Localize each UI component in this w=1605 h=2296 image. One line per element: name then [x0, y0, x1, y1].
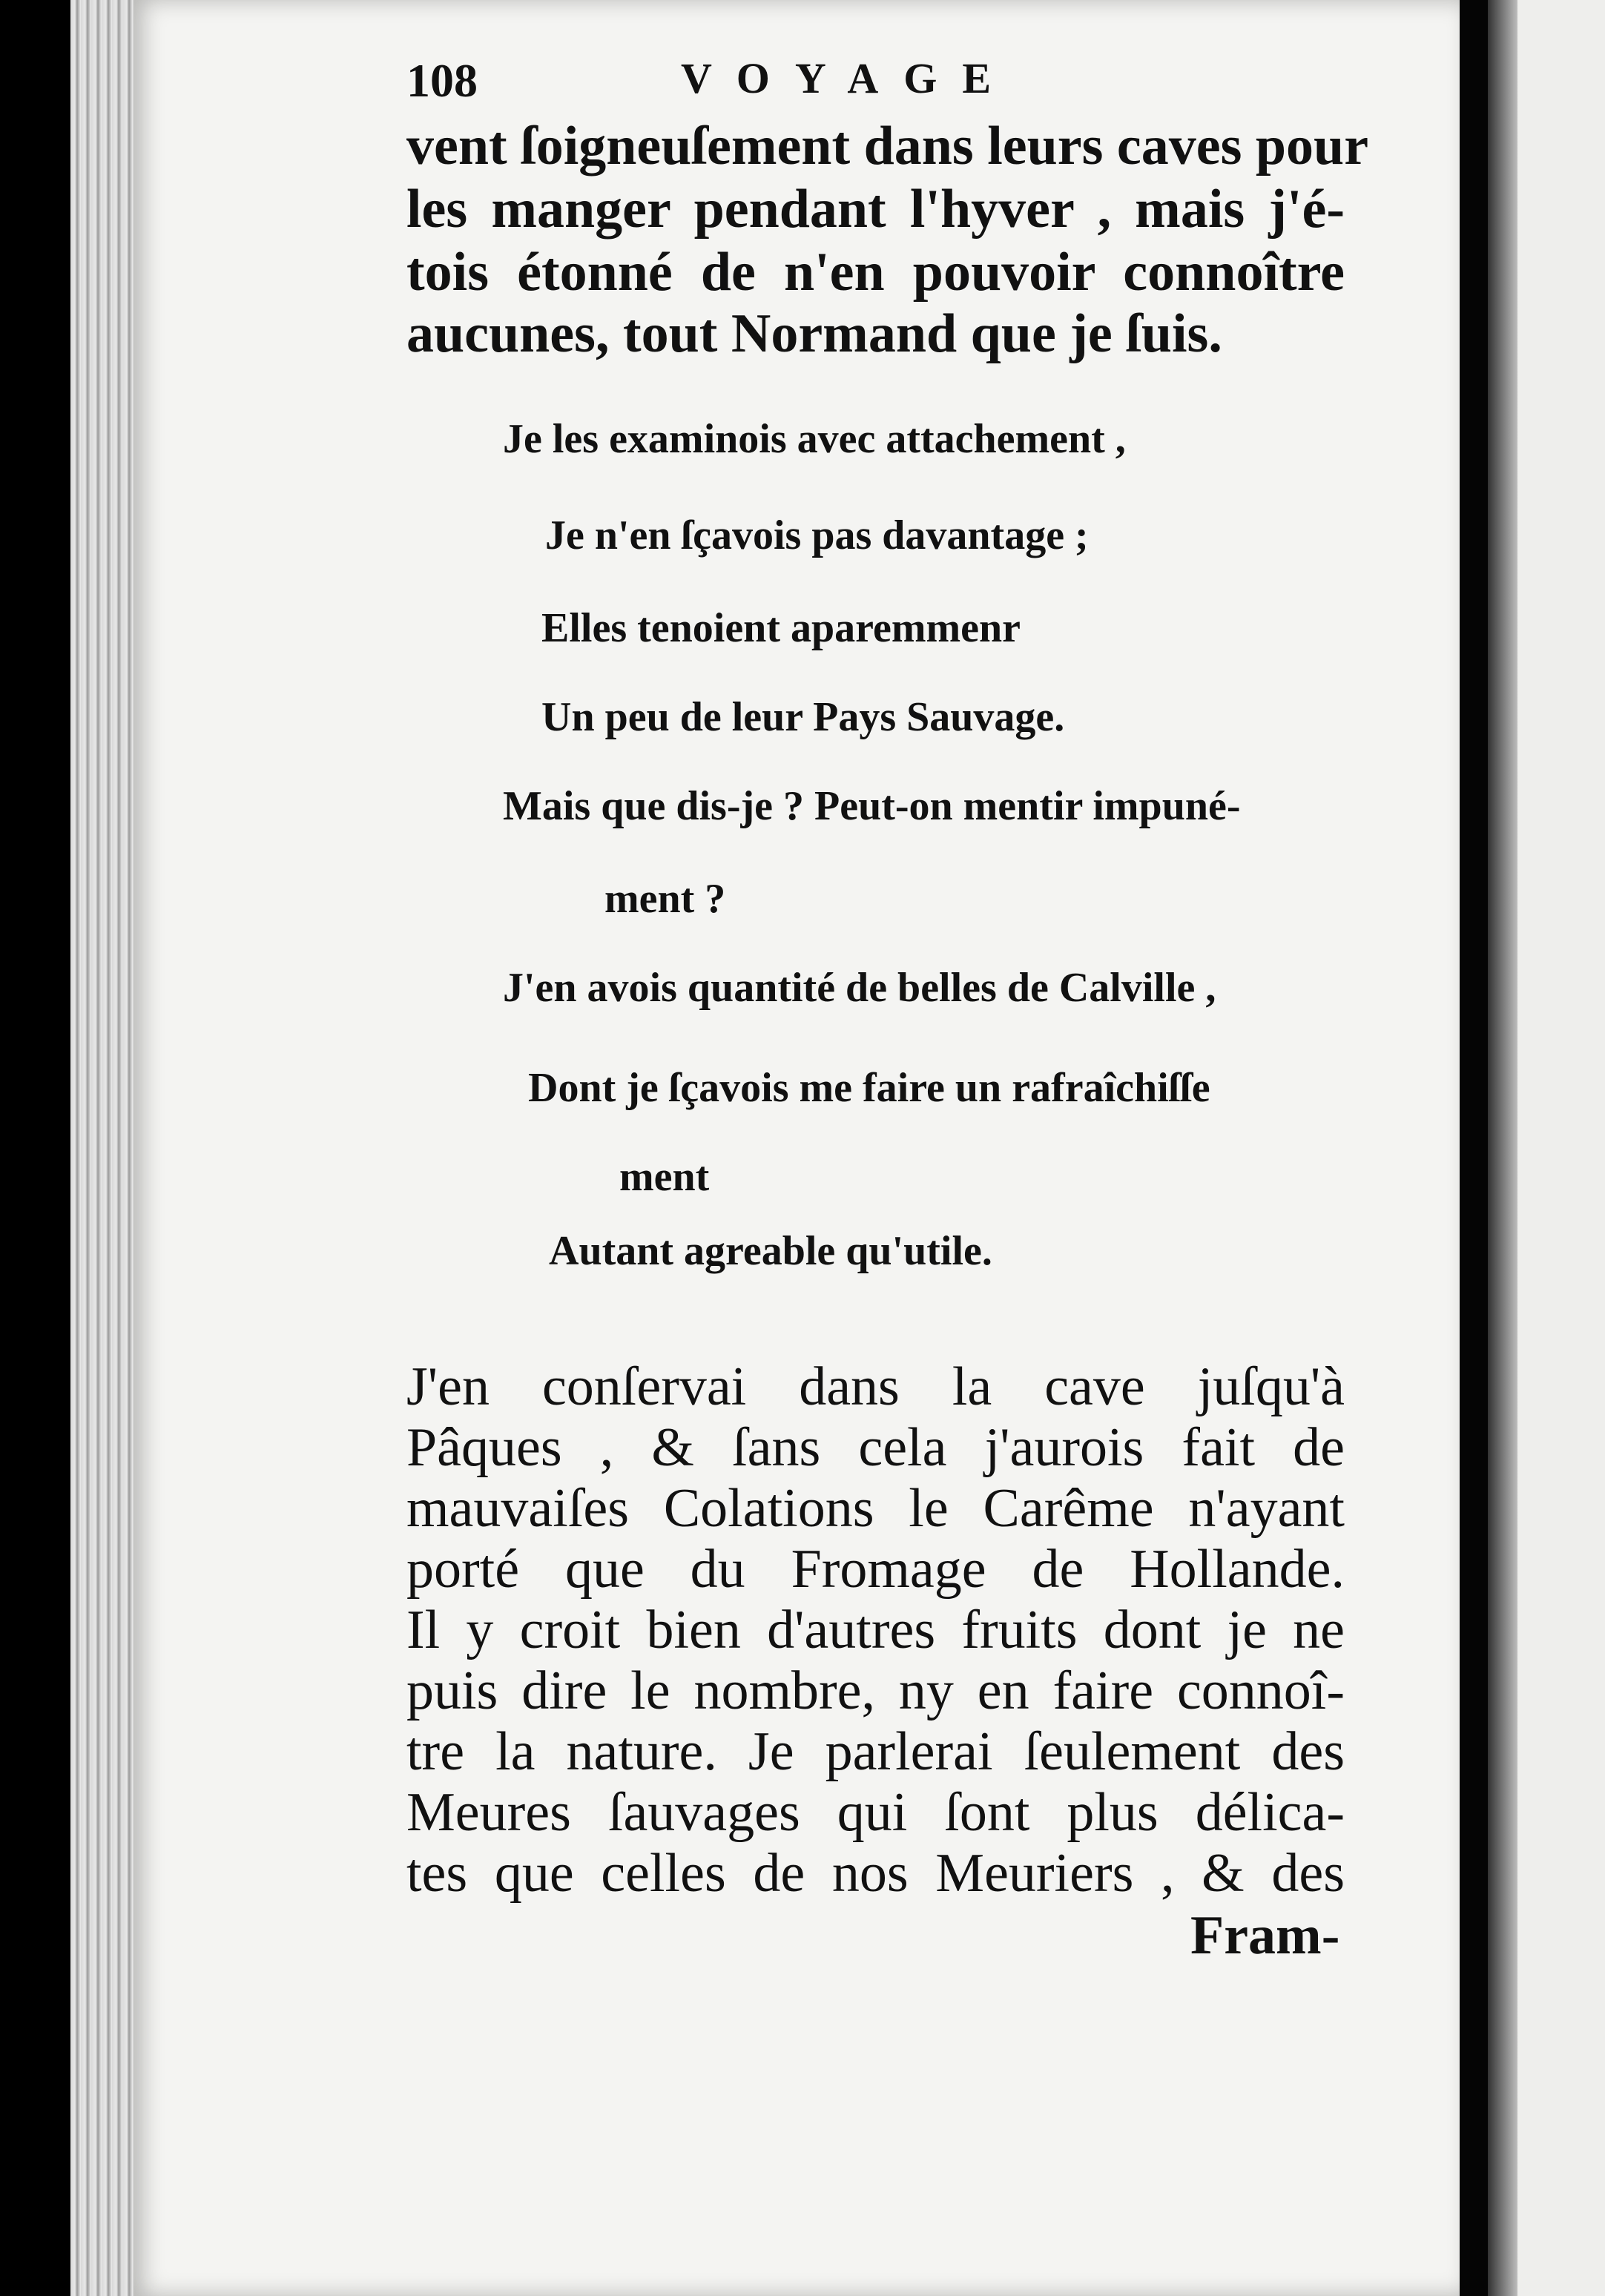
text-line: Meures ſauvages qui ſont plus délica-	[406, 1782, 1345, 1843]
verse-line: ment	[619, 1154, 710, 1200]
catchword: Fram-	[1190, 1905, 1340, 1966]
verse-line: J'en avois quantité de belles de Calville ,	[503, 965, 1216, 1011]
text-line: vent ſoigneuſement dans leurs caves pour	[406, 116, 1369, 177]
text-line: mauvaiſes Colations le Carême n'ayant	[406, 1478, 1345, 1539]
verse-line: Un peu de leur Pays Sauvage.	[541, 694, 1065, 740]
book-gutter	[1460, 0, 1488, 2296]
facing-page-shadow	[1488, 0, 1517, 2296]
verse-line: Je les examinois avec attachement ,	[503, 416, 1126, 462]
text-line: Il y croit bien d'autres fruits dont je ne	[406, 1600, 1345, 1660]
page-edges	[70, 0, 137, 2296]
verse-line: Dont je ſçavois me faire un rafraîchiſſe	[528, 1065, 1210, 1111]
text-line: Pâques , & ſans cela j'aurois fait de	[406, 1417, 1345, 1478]
verse-line: Je n'en ſçavois pas davantage ;	[545, 512, 1089, 558]
text-line: aucunes, tout Normand que je ſuis.	[406, 303, 1222, 364]
running-title: VOYAGE	[681, 54, 1017, 102]
text-line: tre la nature. Je parlerai ſeulement des	[406, 1721, 1345, 1782]
verse-line: Elles tenoient aparemmenr	[541, 605, 1021, 651]
verse-line: Autant agreable qu'utile.	[549, 1228, 992, 1274]
page-number: 108	[406, 54, 478, 107]
text-line: tois étonné de n'en pouvoir connoître	[406, 242, 1345, 303]
text-line: puis dire le nombre, ny en faire connoî-	[406, 1660, 1345, 1721]
text-line: les manger pendant l'hyver , mais j'é-	[406, 179, 1345, 240]
text-line: J'en conſervai dans la cave juſqu'à	[406, 1356, 1345, 1417]
text-line: porté que du Fromage de Hollande.	[406, 1539, 1345, 1600]
verse-line: Mais que dis-je ? Peut-on mentir impuné-	[503, 783, 1241, 829]
verse-line: ment ?	[604, 876, 726, 922]
text-line: tes que celles de nos Meuriers , & des	[406, 1843, 1345, 1904]
